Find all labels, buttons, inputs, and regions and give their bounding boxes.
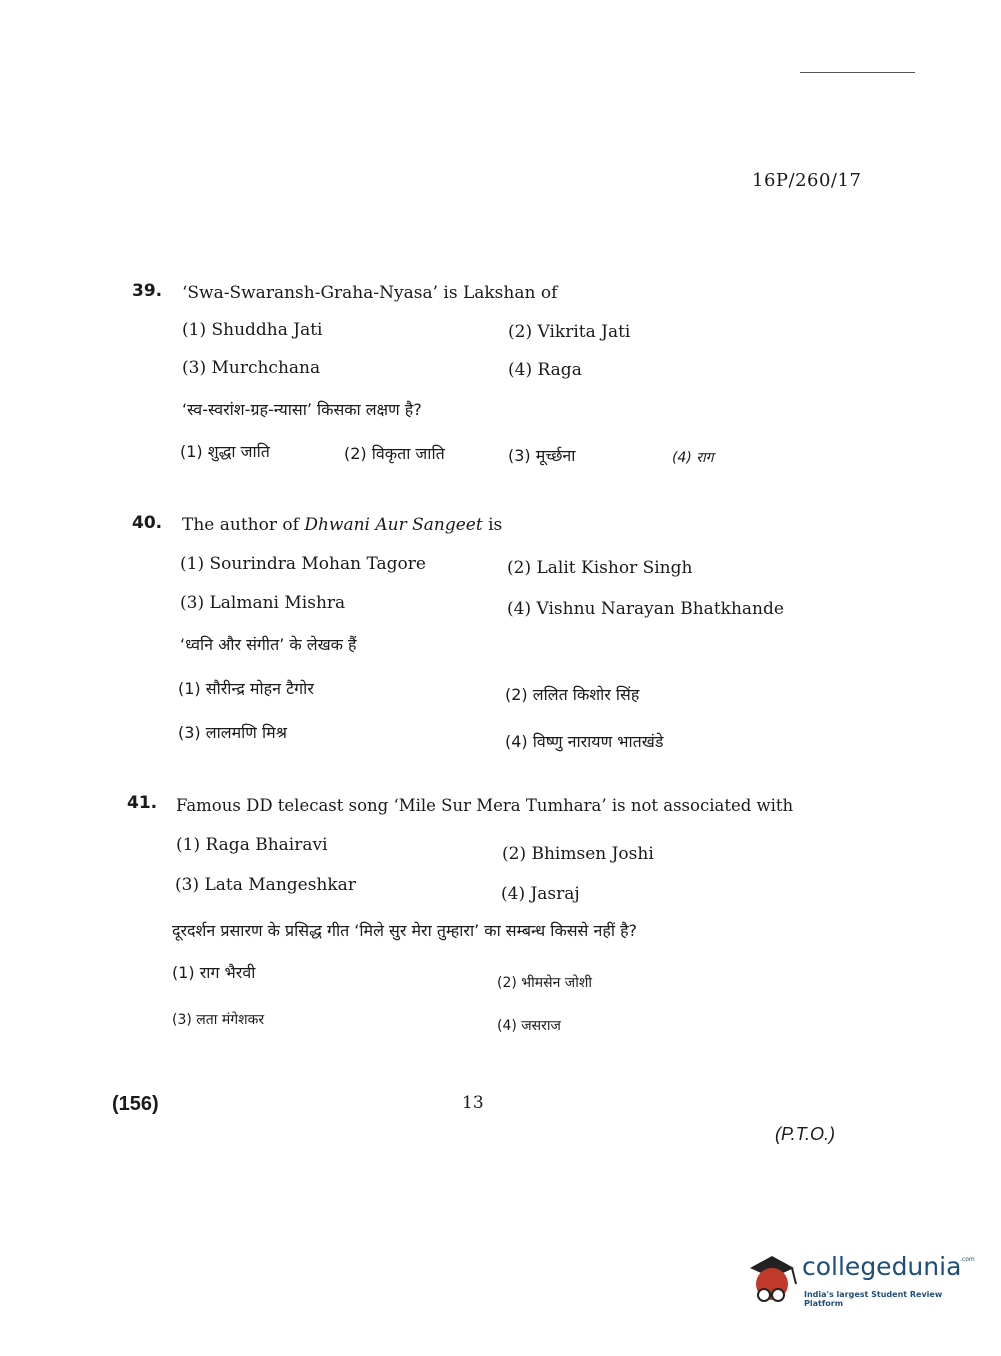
option-hi-2: (2) ललित किशोर सिंह	[505, 685, 640, 704]
option-en-2: (2) Bhimsen Joshi	[502, 844, 654, 864]
option-en-4: (4) Jasraj	[501, 884, 580, 904]
question-text-hi: ‘ध्वनि और संगीत’ के लेखक हैं	[180, 635, 357, 654]
option-hi-3: (3) लता मंगेशकर	[172, 1012, 265, 1028]
option-hi-1: (1) सौरीन्द्र मोहन टैगोर	[178, 679, 314, 698]
brand-tagline: India's largest Student Review Platform	[804, 1290, 943, 1308]
question-number: 40.	[132, 513, 163, 533]
question-text-en: ‘Swa-Swaransh-Graha-Nyasa’ is Lakshan of	[182, 283, 558, 303]
option-en-4: (4) Vishnu Narayan Bhatkhande	[507, 599, 784, 619]
question-text-hi: ‘स्व-स्वरांश-ग्रह-न्यासा’ किसका लक्षण है?	[182, 400, 422, 419]
option-en-3: (3) Murchchana	[182, 358, 321, 378]
collegedunia-watermark	[742, 1250, 975, 1315]
pto-label: (P.T.O.)	[775, 1124, 836, 1144]
option-en-4: (4) Raga	[508, 360, 582, 380]
option-hi-2: (2) भीमसेन जोशी	[497, 975, 592, 991]
option-hi-2: (2) विकृता जाति	[344, 444, 445, 463]
book-title: Dhwani Aur Sangeet	[304, 515, 483, 535]
option-en-1: (1) Raga Bhairavi	[176, 835, 328, 855]
question-number: 41.	[127, 793, 158, 813]
option-hi-4: (4) राग	[672, 450, 714, 466]
mascot-icon	[742, 1250, 802, 1310]
brand-suffix: .com	[960, 1256, 975, 1263]
brand-name: collegedunia	[802, 1252, 962, 1281]
option-hi-1: (1) शुद्धा जाति	[180, 442, 270, 461]
option-en-2: (2) Vikrita Jati	[508, 322, 631, 342]
option-hi-1: (1) राग भैरवी	[172, 963, 256, 982]
option-en-1: (1) Sourindra Mohan Tagore	[180, 554, 426, 574]
option-hi-3: (3) लालमणि मिश्र	[178, 723, 287, 742]
question-text-prefix: The author of	[182, 515, 305, 535]
question-text-hi: दूरदर्शन प्रसारण के प्रसिद्ध गीत ‘मिले सुर मेरा तुम्हारा’ का सम्बन्ध किससे नहीं है?	[172, 921, 638, 940]
option-en-3: (3) Lata Mangeshkar	[175, 875, 356, 895]
option-en-3: (3) Lalmani Mishra	[180, 593, 346, 613]
question-text-en	[182, 515, 502, 535]
question-number: 39.	[132, 281, 163, 301]
paper-code: 16P/260/17	[752, 170, 862, 191]
option-en-2: (2) Lalit Kishor Singh	[507, 558, 693, 578]
question-text-en: Famous DD telecast song ‘Mile Sur Mera Tumhara’ is not associated with	[176, 796, 794, 815]
booklet-number: (156)	[112, 1093, 159, 1115]
option-hi-4: (4) जसराज	[497, 1018, 561, 1034]
top-rule	[800, 72, 915, 73]
question-text-suffix: is	[482, 515, 503, 535]
option-hi-3: (3) मूर्च्छना	[508, 446, 576, 465]
option-en-1: (1) Shuddha Jati	[182, 320, 323, 340]
page-number: 13	[462, 1093, 484, 1113]
option-hi-4: (4) विष्णु नारायण भातखंडे	[505, 732, 664, 751]
